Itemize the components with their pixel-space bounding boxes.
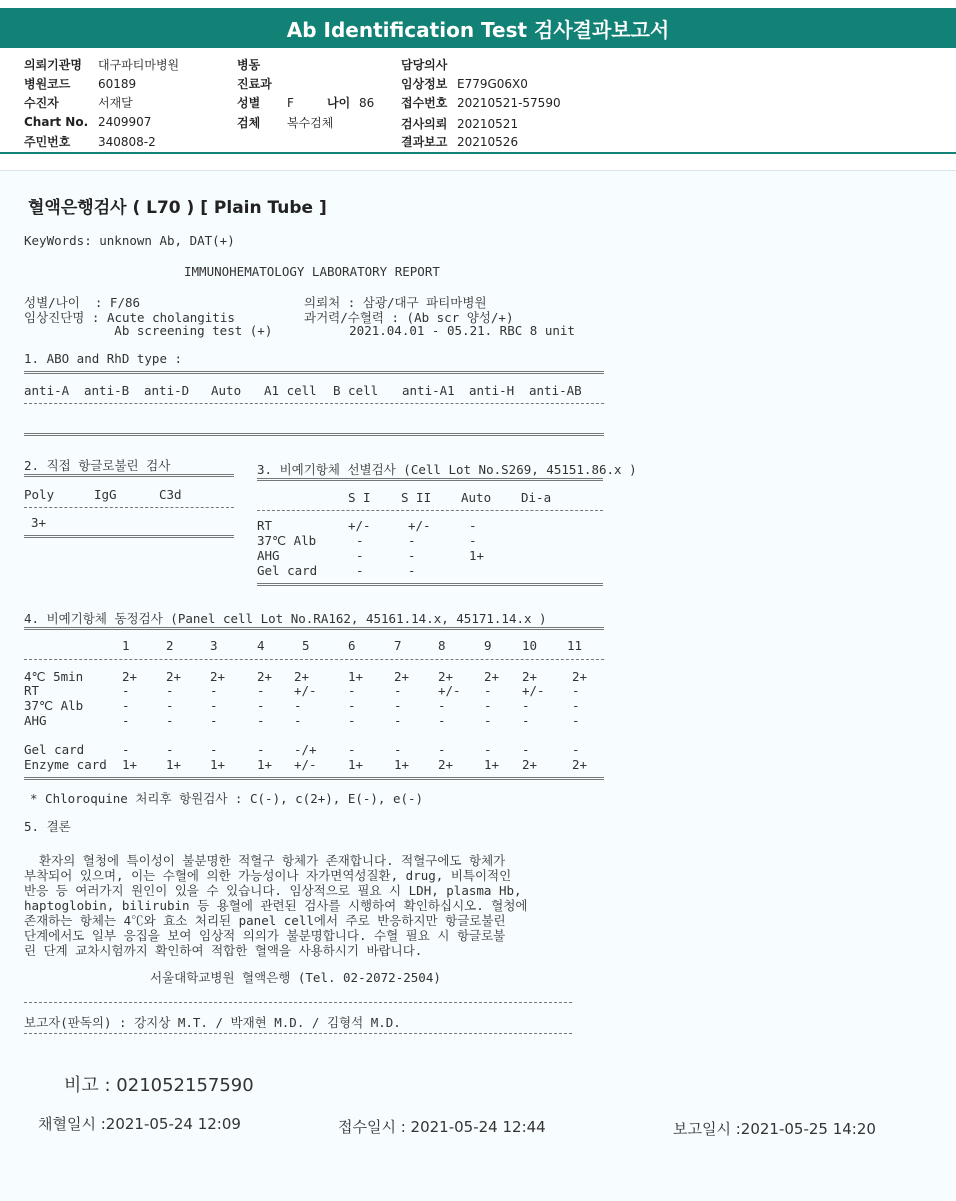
panel-cell: - (348, 698, 356, 713)
conclusion-line: 환자의 혈청에 특이성이 불분명한 적혈구 항체가 존재합니다. 적혈구에도 항체가 (24, 853, 506, 868)
panel-cell: 2+ (394, 669, 410, 684)
panel-cell: 1+ (210, 757, 226, 772)
abo-header: anti-AB (529, 383, 582, 398)
panel-cell: - (257, 698, 265, 713)
panel-cell: - (166, 683, 174, 698)
screen-cell: - (356, 533, 364, 548)
panel-cell: - (438, 698, 446, 713)
panel-cell: 1+ (166, 757, 182, 772)
abo-header: anti-A1 (402, 383, 455, 398)
panel-cell: - (348, 713, 356, 728)
panel-cell: - (257, 713, 265, 728)
header-field: 의뢰기관명 대구파티마병원 (24, 58, 180, 72)
panel-cell: 2+ (484, 669, 500, 684)
panel-cell: - (522, 713, 530, 728)
panel-cell: 1+ (348, 669, 364, 684)
header-field: 결과보고 20210526 (401, 135, 519, 149)
panel-row-label: 4℃ 5min (24, 669, 84, 684)
panel-row-label: Gel card (24, 742, 85, 757)
section4-title: 4. 비예기항체 동정검사 (Panel cell Lot No.RA162, 45161.14.x, 45171.14.x ) (24, 611, 547, 626)
panel-header: 7 (394, 638, 402, 653)
rule (257, 583, 603, 586)
panel-header: 1 (122, 638, 130, 653)
header-field: 주민번호 340808-2 (24, 135, 156, 149)
panel-header: 4 (257, 638, 265, 653)
main-title: 혈액은행검사 ( L70 ) [ Plain Tube ] (28, 198, 327, 218)
screen-header: Auto (461, 490, 492, 505)
info-line: Ab screening test (+) (24, 323, 273, 338)
received-time: 접수일시 : 2021-05-24 12:44 (338, 1118, 546, 1136)
abo-header: anti-H (469, 383, 515, 398)
panel-cell: 2+ (166, 669, 182, 684)
panel-cell: +/- (294, 757, 317, 772)
panel-cell: - (572, 713, 580, 728)
panel-cell: - (438, 742, 446, 757)
panel-cell: 1+ (257, 757, 273, 772)
panel-row-label: RT (24, 683, 40, 698)
dat-header: C3d (159, 487, 182, 502)
panel-header: 2 (166, 638, 174, 653)
header-field: 검체 복수검체 (237, 116, 334, 130)
panel-cell: 1+ (484, 757, 500, 772)
panel-cell: - (484, 683, 492, 698)
panel-cell: - (484, 742, 492, 757)
conclusion-line: 부착되어 있으며, 이는 수혈에 의한 가능성이나 자가면역성질환, drug, 비특이적인 (24, 868, 512, 883)
header-field: 병원코드 60189 (24, 77, 137, 91)
panel-cell: - (166, 742, 174, 757)
rule (24, 474, 234, 477)
panel-cell: - (484, 698, 492, 713)
panel-header: 11 (567, 638, 583, 653)
header-field: 수진자 서재달 (24, 96, 133, 110)
panel-cell: 2+ (438, 757, 454, 772)
panel-cell: 2+ (438, 669, 454, 684)
panel-cell: - (572, 683, 580, 698)
panel-cell: - (257, 683, 265, 698)
panel-cell: +/- (438, 683, 461, 698)
abo-header: anti-D (144, 383, 190, 398)
screen-cell: - (469, 518, 477, 533)
screen-cell: - (408, 533, 416, 548)
panel-cell: 2+ (572, 757, 588, 772)
panel-cell: 2+ (572, 669, 588, 684)
header-field: 성별 F (237, 96, 294, 110)
panel-cell: - (210, 698, 218, 713)
header-field: 병동 (237, 58, 261, 72)
keywords: KeyWords: unknown Ab, DAT(+) (24, 233, 235, 248)
rule (257, 510, 603, 511)
panel-cell: - (122, 698, 130, 713)
lab-title: IMMUNOHEMATOLOGY LABORATORY REPORT (184, 264, 440, 279)
abo-header: Auto (211, 383, 242, 398)
conclusion-line: 린 단계 교차시험까지 확인하여 적합한 혈액을 사용하시기 바랍니다. (24, 943, 423, 958)
panel-cell: 2+ (294, 669, 310, 684)
header-field: 진료과 (237, 77, 272, 91)
report-time: 보고일시 :2021-05-25 14:20 (673, 1120, 876, 1138)
screen-row-label: AHG (257, 548, 280, 563)
screen-cell: - (469, 533, 477, 548)
abo-header: anti-A (24, 383, 70, 398)
panel-cell: - (394, 698, 402, 713)
screen-cell: - (356, 563, 364, 578)
panel-cell: - (394, 742, 402, 757)
report-title-bar (0, 8, 956, 48)
header-field: 검사의뢰 20210521 (401, 117, 519, 131)
conclusion-line: 반응 등 여러가지 원인이 있을 수 있습니다. 임상적으로 필요 시 LDH, plasma Hb, (24, 883, 522, 898)
info-line: 성별/나이 : F/86 (24, 295, 141, 310)
panel-cell: - (572, 742, 580, 757)
panel-cell: - (394, 683, 402, 698)
chloroquine-note: * Chloroquine 처리후 항원검사 : C(-), c(2+), E(-), e(-) (30, 791, 424, 806)
screen-cell: - (408, 563, 416, 578)
panel-cell: 1+ (394, 757, 410, 772)
dat-header: Poly (24, 487, 55, 502)
panel-cell: +/- (294, 683, 317, 698)
panel-cell: 2+ (210, 669, 226, 684)
screen-row-label: Gel card (257, 563, 318, 578)
screen-header: S II (401, 490, 432, 505)
report-sheet (0, 170, 956, 1201)
conclusion-line: 단계에서도 일부 응집을 보여 임상적 의의가 불분명합니다. 수혈 필요 시 항글로불 (24, 928, 506, 943)
rule (257, 478, 603, 481)
info-line: 임상진단명 : Acute cholangitis (24, 310, 235, 325)
rule (24, 1002, 572, 1003)
header-field: Chart No. 2409907 (24, 115, 152, 129)
panel-row-label: 37℃ Alb (24, 698, 84, 713)
panel-cell: - (348, 683, 356, 698)
panel-cell: - (166, 713, 174, 728)
header-field: 접수번호 20210521-57590 (401, 96, 561, 110)
screen-header: S I (348, 490, 371, 505)
panel-cell: - (122, 683, 130, 698)
screen-cell: 1+ (469, 548, 485, 563)
panel-cell: - (257, 742, 265, 757)
header-field-age: 나이 86 (327, 96, 375, 110)
panel-row-label: AHG (24, 713, 47, 728)
dat-value: 3+ (31, 515, 47, 530)
header-field: 임상정보 E779G06X0 (401, 77, 528, 91)
remarks: 비고 : 021052157590 (64, 1075, 254, 1096)
screen-cell: +/- (348, 518, 371, 533)
panel-cell: - (438, 713, 446, 728)
panel-cell: - (210, 713, 218, 728)
section2-title: 2. 직접 항글로불린 검사 (24, 458, 171, 473)
panel-cell: - (210, 742, 218, 757)
section5-title: 5. 결론 (24, 819, 71, 834)
rule (24, 627, 604, 630)
panel-cell: 2+ (257, 669, 273, 684)
panel-cell: - (210, 683, 218, 698)
rule (24, 371, 604, 374)
info-line: 의뢰처 : 삼광/대구 파티마병원 (304, 295, 487, 310)
rule (24, 777, 604, 780)
panel-cell: -/+ (294, 742, 317, 757)
abo-header: anti-B (84, 383, 130, 398)
abo-header: B cell (333, 383, 379, 398)
panel-header: 5 (302, 638, 310, 653)
abo-header: A1 cell (264, 383, 317, 398)
rule (24, 433, 604, 436)
section1-title: 1. ABO and RhD type : (24, 351, 183, 366)
panel-cell: - (394, 713, 402, 728)
header-divider (0, 152, 956, 154)
rule (24, 535, 234, 538)
screen-cell: - (356, 548, 364, 563)
rule (24, 403, 604, 404)
panel-cell: - (166, 698, 174, 713)
panel-header: 8 (438, 638, 446, 653)
panel-header: 3 (210, 638, 218, 653)
panel-cell: - (484, 713, 492, 728)
panel-cell: 2+ (522, 757, 538, 772)
panel-header: 10 (522, 638, 538, 653)
rule (24, 507, 234, 508)
screen-cell: - (408, 548, 416, 563)
panel-cell: 2+ (122, 669, 138, 684)
section3-title: 3. 비예기항체 선별검사 (Cell Lot No.S269, 45151.86.x ) (257, 462, 637, 477)
dat-header: IgG (94, 487, 117, 502)
screen-row-label: RT (257, 518, 273, 533)
panel-cell: 1+ (122, 757, 138, 772)
panel-cell: - (522, 698, 530, 713)
rule (24, 659, 604, 660)
panel-cell: - (522, 742, 530, 757)
panel-cell: - (294, 713, 302, 728)
panel-cell: - (572, 698, 580, 713)
rule (24, 1033, 572, 1034)
screen-row-label: 37℃ Alb (257, 533, 317, 548)
header-field: 담당의사 (401, 58, 448, 72)
panel-header: 9 (484, 638, 492, 653)
screen-header: Di-a (521, 490, 552, 505)
patient-header (0, 52, 956, 164)
panel-row-label: Enzyme card (24, 757, 107, 772)
panel-cell: 1+ (348, 757, 364, 772)
screen-cell: +/- (408, 518, 431, 533)
conclusion-line: 존재하는 항체는 4℃와 효소 처리된 panel cell에서 주로 반응하지만 항글로불린 (24, 913, 506, 928)
reporters: 보고자(판독의) : 강지상 M.T. / 박재현 M.D. / 김형석 M.D. (24, 1015, 401, 1030)
panel-cell: - (348, 742, 356, 757)
panel-cell: 2+ (522, 669, 538, 684)
panel-cell: - (122, 713, 130, 728)
info-line: 2021.04.01 - 05.21. RBC 8 unit (304, 323, 575, 338)
panel-header: 6 (348, 638, 356, 653)
panel-cell: - (294, 698, 302, 713)
conclusion-line: haptoglobin, bilirubin 등 용혈에 관련된 검사를 시행하여 확인하십시오. 혈청에 (24, 898, 528, 913)
report-title: Ab Identification Test 검사결과보고서 (286, 17, 670, 42)
blood-bank-contact: 서울대학교병원 혈액은행 (Tel. 02-2072-2504) (150, 970, 441, 985)
info-line: 과거력/수혈력 : (Ab scr 양성/+) (304, 310, 514, 325)
panel-cell: +/- (522, 683, 545, 698)
collection-time: 채혈일시 :2021-05-24 12:09 (38, 1115, 241, 1133)
panel-cell: - (122, 742, 130, 757)
